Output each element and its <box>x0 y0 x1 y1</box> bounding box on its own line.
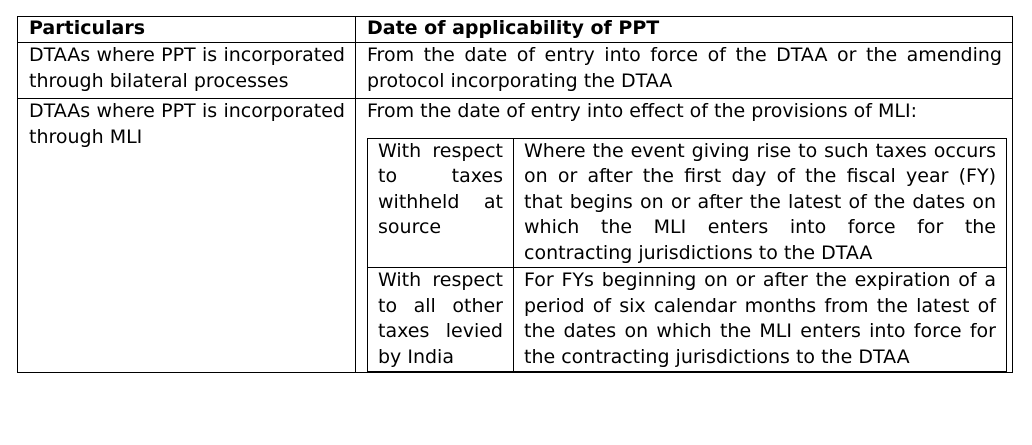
mli-sub-table <box>367 138 1007 373</box>
row1-applicability: From the date of entry into force of the DTAA or the amending protocol incorporating the DTAA <box>356 43 1013 99</box>
sub-table-row <box>368 138 1007 268</box>
row2-particulars: DTAAs where PPT is incorporated through MLI <box>18 99 356 373</box>
sub-row2-category: With respect to all other taxes levied by India <box>368 268 514 372</box>
sub-row1-category: With respect to taxes withheld at source <box>368 138 514 268</box>
sub-row2-rule: For FYs beginning on or after the expiration of a period of six calendar months from the latest of the dates on which the MLI enters into force for the contracting jurisdictions to the DTAA <box>514 268 1007 372</box>
table-row <box>18 99 1013 373</box>
ppt-applicability-table <box>17 16 1013 373</box>
header-date-of-applicability: Date of applicability of PPT <box>356 17 1013 43</box>
sub-table-row <box>368 268 1007 372</box>
table-row <box>18 43 1013 99</box>
row2-applicability-intro: From the date of entry into effect of the provisions of MLI: <box>367 100 917 122</box>
table-header-row <box>18 17 1013 43</box>
sub-row1-rule: Where the event giving rise to such taxes occurs on or after the first day of the fiscal year (FY) that begins on or after the latest of the dates on which the MLI enters into force for the contracting jurisdictions to the DTAA <box>514 138 1007 268</box>
row2-applicability-cell <box>356 99 1013 373</box>
header-particulars: Particulars <box>18 17 356 43</box>
row1-particulars: DTAAs where PPT is incorporated through bilateral processes <box>18 43 356 99</box>
